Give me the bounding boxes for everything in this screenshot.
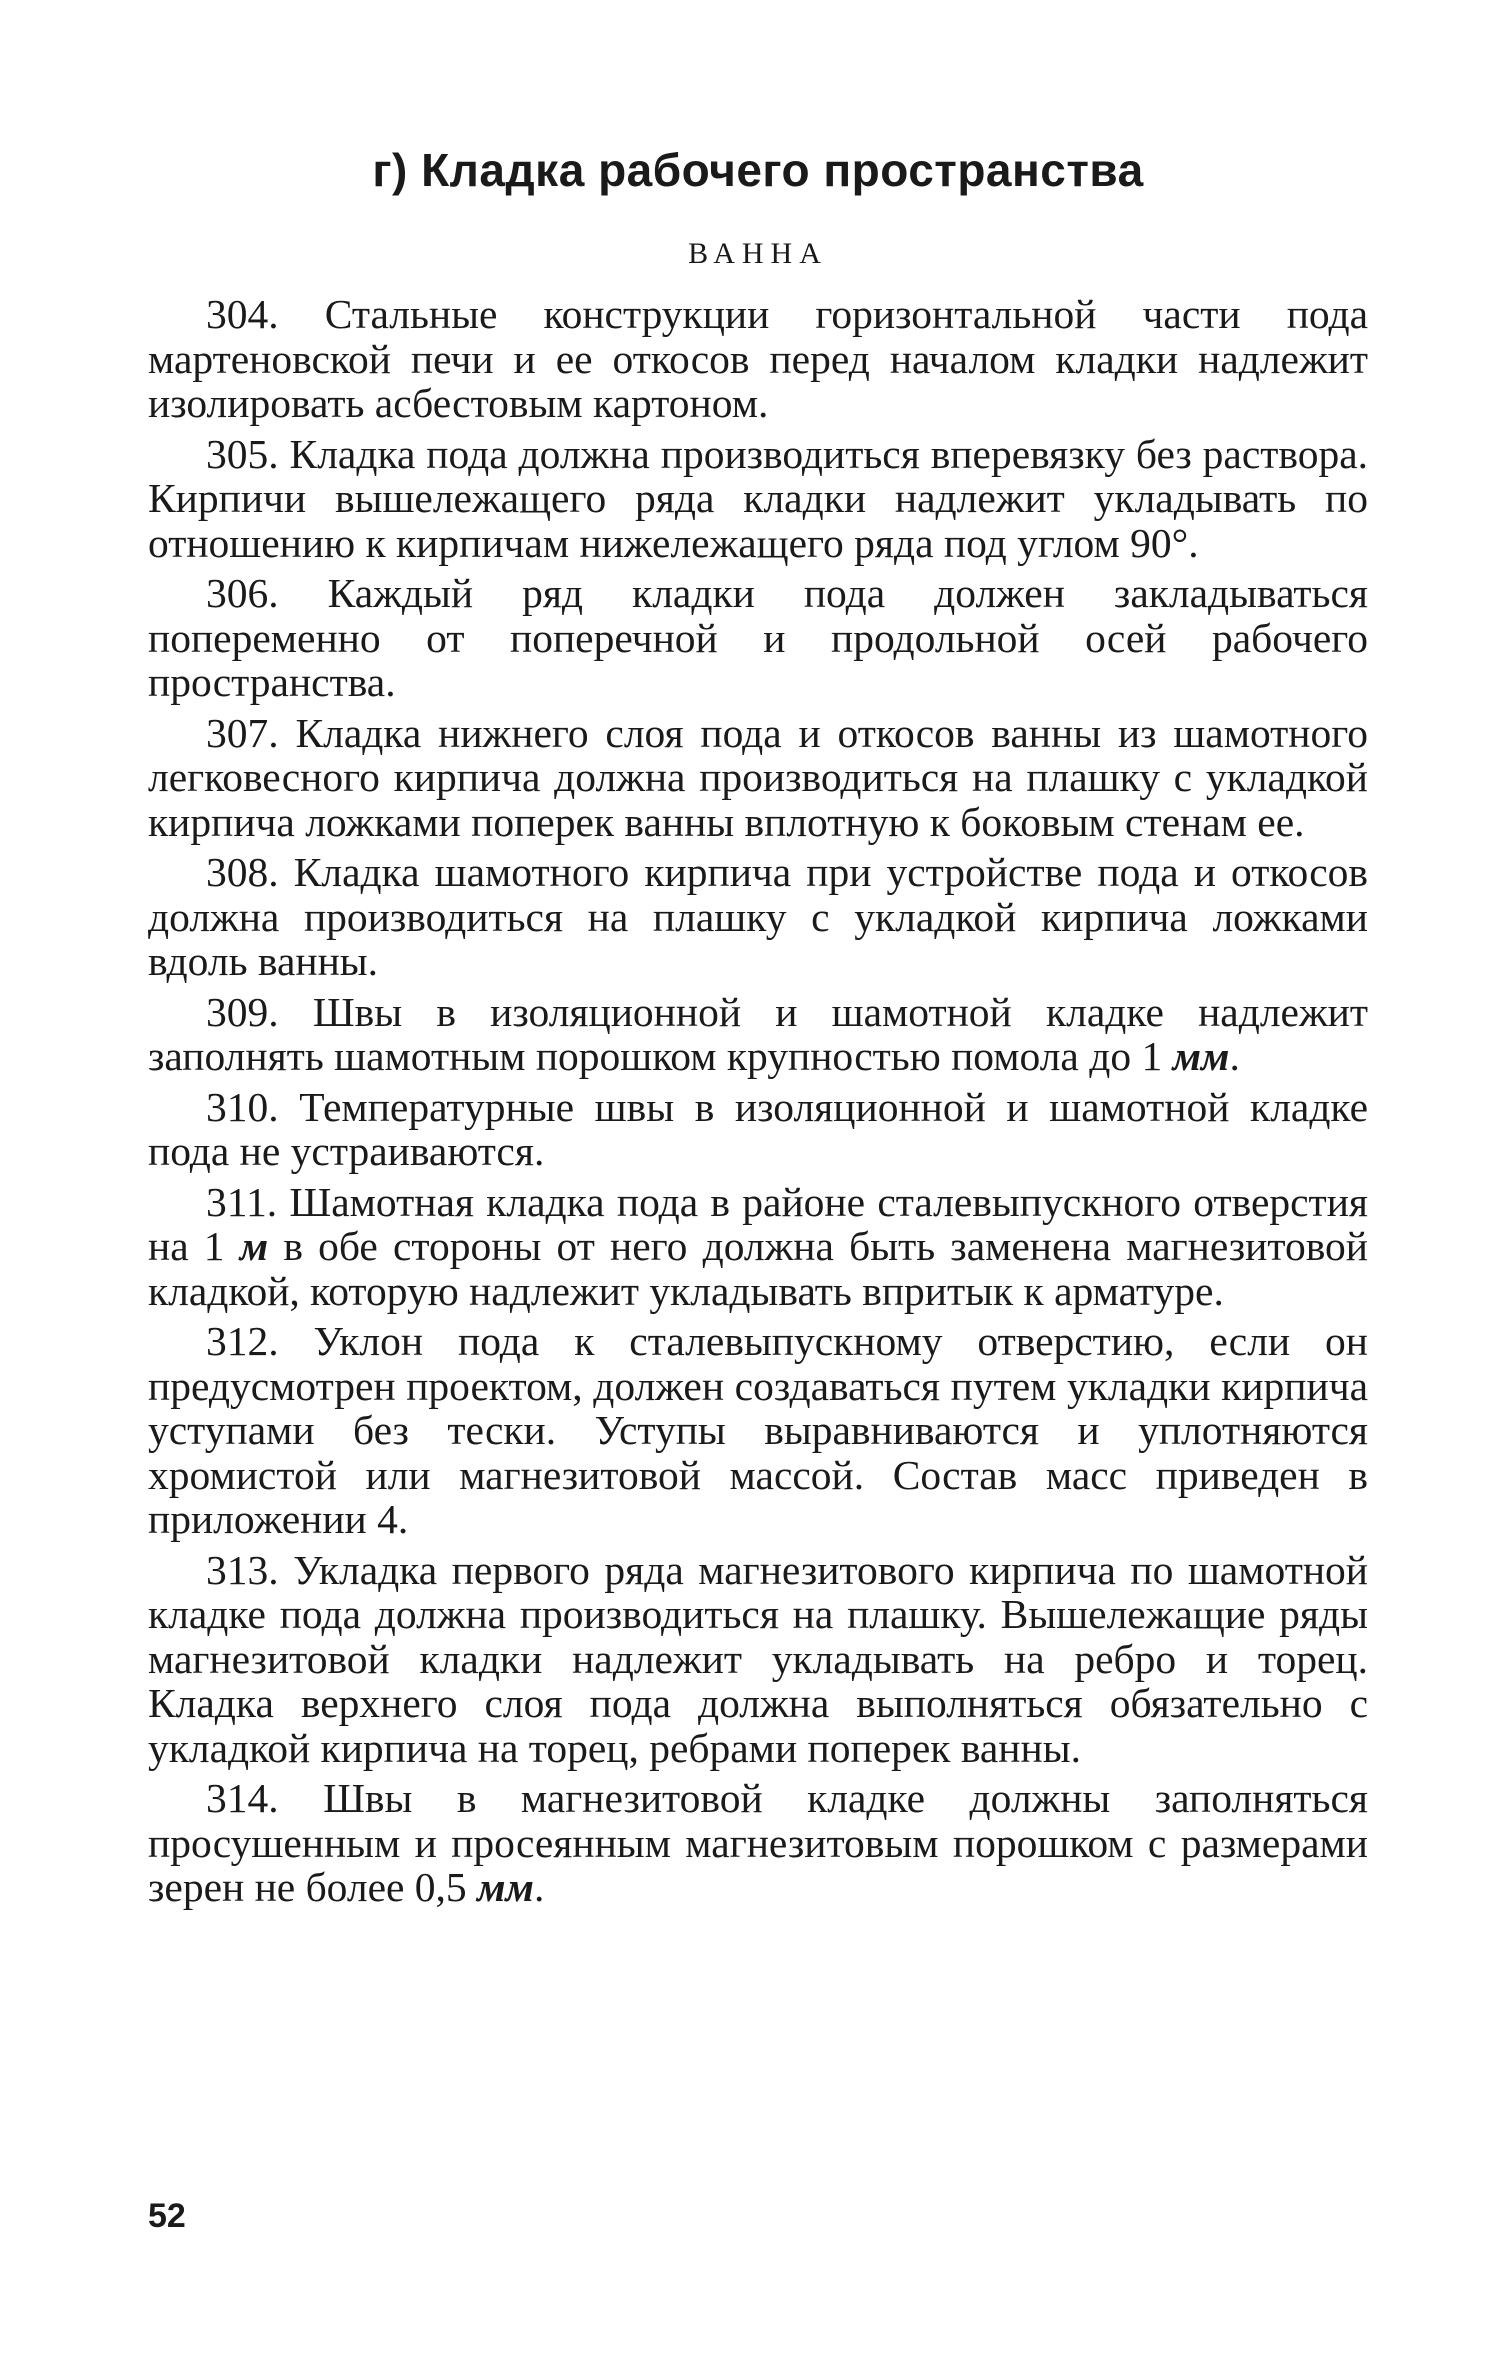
paragraph-number: 309. bbox=[206, 988, 279, 1035]
paragraph-text: Шамотная кладка пода в районе сталевыпускного отверстия на 1 bbox=[148, 1178, 1368, 1269]
subsection-heading: ВАННА bbox=[688, 237, 828, 270]
paragraph-text: Кладка пода должна производиться вперевязку без раствора. Кирпичи вышележащего ряда кладки надлежит укладывать по отношению к кирпичам нижележащего ряда под углом 90°. bbox=[148, 430, 1368, 566]
paragraph-text: Температурные швы в изоляционной и шамотной кладке пода не устраиваются. bbox=[148, 1083, 1368, 1174]
paragraph-tail: . bbox=[533, 1864, 545, 1910]
paragraph-number: 312. bbox=[206, 1318, 279, 1364]
paragraph-text: Кладка шамотного кирпича при устройстве пода и откосов должна производиться на плашку с укладкой кирпича ложками вдоль ванны. bbox=[148, 849, 1368, 984]
paragraph-309 bbox=[148, 990, 1368, 1079]
paragraph-306 bbox=[148, 571, 1368, 705]
paragraph-number: 313. bbox=[206, 1546, 279, 1593]
paragraph-text: Стальные конструкции горизонтальной части пода мартеновской печи и ее откосов перед началом кладки надлежит изолировать асбестовым картоном. bbox=[148, 291, 1368, 426]
paragraph-304 bbox=[148, 292, 1368, 426]
unit-label: м bbox=[239, 1223, 269, 1269]
paragraph-number: 311. bbox=[206, 1178, 278, 1225]
paragraph-text: Каждый ряд кладки пода должен закладываться попеременно от поперечной и продольной осей рабочего пространства. bbox=[148, 570, 1368, 705]
document-page bbox=[148, 140, 1368, 1916]
paragraph-312 bbox=[148, 1319, 1368, 1542]
paragraph-number: 308. bbox=[206, 849, 279, 895]
unit-label: мм bbox=[477, 1864, 534, 1910]
paragraph-314 bbox=[148, 1776, 1368, 1910]
paragraph-text: Кладка нижнего слоя пода и откосов ванны из шамотного легковесного кирпича должна производиться на плашку с укладкой кирпича ложками поперек ванны вплотную к боковым стенам ее. bbox=[148, 709, 1368, 845]
paragraph-tail: в обе стороны от него должна быть заменена магнезитовой кладкой, которую надлежит укладывать впритык к арматуре. bbox=[148, 1223, 1369, 1314]
paragraph-text: Укладка первого ряда магнезитового кирпича по шамотной кладке пода должна производиться на плашку. Вышележащие ряды магнезитовой кладки надлежит укладывать на ребро и торец. Кладка верхнего слоя пода должна выполняться обязательно с укладкой кирпича на торец, ребрами поперек ванны. bbox=[148, 1546, 1368, 1771]
section-heading: г) Кладка рабочего пространства bbox=[372, 144, 1144, 196]
paragraph-text: Швы в изоляционной и шамотной кладке надлежит заполнять шамотным порошком крупностью помола до 1 bbox=[148, 988, 1368, 1079]
paragraph-305 bbox=[148, 432, 1368, 566]
paragraph-number: 314. bbox=[206, 1775, 279, 1821]
paragraph-number: 305. bbox=[206, 430, 279, 477]
paragraph-311 bbox=[148, 1180, 1368, 1314]
paragraph-307 bbox=[148, 711, 1368, 845]
paragraph-tail: . bbox=[1229, 1033, 1240, 1079]
paragraph-310 bbox=[148, 1085, 1368, 1174]
unit-label: мм bbox=[1172, 1033, 1230, 1079]
paragraph-308 bbox=[148, 850, 1368, 984]
paragraph-number: 310. bbox=[206, 1083, 279, 1130]
paragraph-number: 306. bbox=[206, 570, 279, 616]
page-number: 52 bbox=[148, 2197, 186, 2235]
paragraph-number: 307. bbox=[206, 709, 279, 756]
paragraph-text: Уклон пода к сталевыпускному отверстию, если он предусмотрен проектом, должен создаваться путем укладки кирпича уступами без тески. Уступы выравниваются и уплотняются хромистой или магнезитовой массой. Состав масс приведен в приложении 4. bbox=[148, 1318, 1368, 1542]
paragraph-313 bbox=[148, 1548, 1368, 1771]
paragraph-number: 304. bbox=[206, 291, 279, 337]
paragraph-text: Швы в магнезитовой кладке должны заполняться просушенным и просеянным магнезитовым порошком с размерами зерен не более 0,5 bbox=[148, 1775, 1368, 1910]
